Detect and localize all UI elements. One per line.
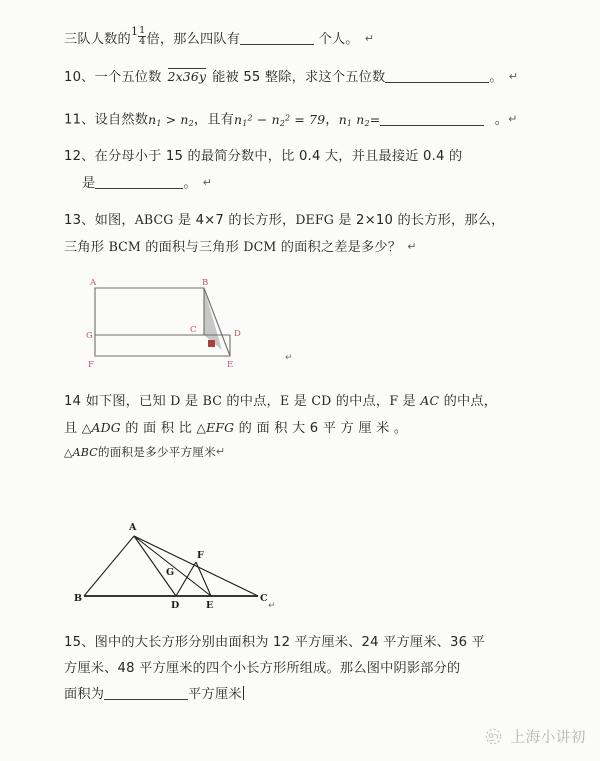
text-segment: 。 (490, 112, 509, 128)
text-segment: 是 2×10 的长方形，那么， (333, 213, 505, 228)
question-9-continuation (64, 24, 374, 54)
rectangle-figure-q13 (72, 278, 322, 370)
text-segment: 是 (289, 394, 312, 409)
question-line (64, 234, 505, 261)
rect-label-defg: DEFG (295, 212, 334, 227)
label-a: A (129, 522, 137, 533)
watermark-text: 上海小讲初 (510, 730, 586, 746)
label-e: E (227, 360, 234, 370)
text-segment: 是 4×7 的长方形， (173, 213, 296, 228)
math-expression-difference-of-squares: $n_1^2 - n_2^2 = 79$ (234, 111, 326, 128)
question-line (64, 415, 497, 442)
triangle-figure-q14 (72, 512, 302, 612)
text-segment: 是 (180, 394, 203, 409)
paragraph-mark: ↵ (508, 112, 518, 126)
rect-label-abcg: ABCG (134, 212, 174, 227)
text-segment: ，且有 (193, 112, 235, 128)
question-line: 方厘米、48 平方厘米的四个小长方形所组成。那么图中阴影部分的 (64, 661, 461, 676)
text-segment: 能被 55 整除，求这个五位数 (212, 70, 386, 85)
text-segment: 。 (183, 176, 197, 191)
question-line: 12、在分母小于 15 的最简分数中，比 0.4 大，并且最接近 0.4 的 (64, 149, 463, 164)
label-c: C (260, 593, 268, 604)
question-14 (64, 388, 497, 463)
question-line: 15、图中的大长方形分别由面积为 12 平方厘米、24 平方厘米、36 平 (64, 635, 485, 650)
question-line (64, 442, 497, 463)
text-segment: 三队人数的 (64, 32, 131, 48)
question-13 (64, 207, 505, 261)
answer-blank[interactable] (240, 32, 314, 46)
text-segment: 的 面 积 大 6 平 方 厘 米 。 (234, 421, 408, 436)
segment-label-cd: CD (311, 393, 332, 408)
text-segment: 。 (489, 70, 503, 85)
question-11 (64, 105, 518, 137)
text-segment: 是 (398, 394, 421, 409)
overlined-number: 2x36y (167, 69, 207, 84)
label-g: G (166, 567, 175, 578)
text-cursor (243, 686, 244, 700)
question-line (64, 170, 462, 197)
text-segment: 14 如下图，已知 (64, 394, 171, 409)
question-line (64, 682, 485, 708)
line-fe (196, 562, 211, 596)
label-d: D (234, 329, 241, 339)
watermark (483, 726, 587, 747)
line-ac (134, 536, 258, 596)
line-df (176, 562, 196, 596)
answer-blank[interactable] (95, 175, 183, 189)
text-segment: 平方厘米 (188, 687, 242, 702)
triangle-label-bcm: BCM (108, 239, 141, 254)
triangle-label-adg: △ADG (81, 420, 121, 435)
question-15 (64, 630, 485, 708)
text-segment: 的 面 积 比 (120, 421, 197, 436)
label-a: A (90, 278, 97, 288)
paragraph-mark: ↵ (268, 601, 276, 611)
text-segment: 的中点， (222, 394, 280, 409)
answer-blank[interactable] (385, 69, 489, 83)
question-line (64, 24, 374, 54)
line-ab (84, 536, 134, 596)
triangle-label-efg: △EFG (196, 420, 235, 435)
paragraph-mark: ↵ (508, 70, 519, 83)
rectangle-abcg (95, 288, 204, 335)
text-segment: 三角形 (64, 240, 109, 255)
label-d: D (171, 600, 180, 611)
paragraph-mark: ↵ (285, 353, 293, 363)
triangle-label-abc: △ABC (64, 446, 98, 459)
text-segment: 的中点， (331, 394, 390, 409)
question-line (64, 64, 518, 91)
math-expression-product: $n_1$ $n_2=$ (338, 111, 381, 128)
line-ad (134, 536, 176, 596)
question-12 (64, 144, 462, 197)
math-expression-inequality: $n_1 > n_2$ (148, 111, 194, 128)
text-segment: 的面积与三角形 (140, 240, 244, 255)
label-b: B (74, 593, 83, 604)
text-segment: 面积为 (64, 687, 105, 702)
text-segment: ， (325, 112, 339, 128)
text-segment: 且 (64, 421, 82, 436)
circle-logo-icon (483, 726, 504, 747)
label-b: B (202, 278, 209, 288)
question-line (64, 207, 505, 234)
text-segment: 个人。 (314, 32, 359, 48)
label-f: F (88, 360, 94, 370)
text-segment: 13、如图， (64, 213, 135, 228)
segment-label-ac: AC (420, 393, 440, 408)
label-e: E (206, 600, 214, 611)
text-segment: 的中点， (439, 394, 498, 409)
point-label-d: D (170, 393, 181, 408)
point-label-f: F (389, 393, 399, 408)
answer-blank[interactable] (104, 686, 188, 700)
question-10 (64, 64, 518, 91)
point-label-e: E (279, 393, 290, 408)
text-segment: 是 (82, 176, 96, 191)
text-segment: 倍，那么四队有 (146, 32, 241, 48)
paragraph-mark: ↵ (407, 240, 417, 253)
answer-blank[interactable] (380, 112, 484, 126)
segment-label-bc: BC (202, 393, 222, 408)
paragraph-mark: ↵ (364, 32, 375, 46)
text-segment: 的面积之差是多少？ (276, 240, 402, 255)
question-line (64, 105, 518, 137)
label-c: C (190, 325, 197, 335)
label-f: F (197, 550, 204, 561)
paragraph-mark: ↵ (202, 176, 213, 189)
paragraph-mark: ↵ (215, 445, 226, 458)
label-m-marker (208, 340, 215, 347)
text-segment: 10、一个五位数 (64, 70, 162, 85)
mixed-fraction-one-and-one-quarter: 1 $\frac{1}{4}$ (130, 24, 146, 47)
text-segment: 的面积是多少平方厘米 (97, 445, 216, 459)
label-g: G (86, 331, 93, 341)
triangle-label-dcm: DCM (243, 239, 277, 254)
question-line (64, 388, 497, 415)
text-segment: 11、设自然数 (64, 112, 149, 128)
line-ae (134, 536, 211, 596)
